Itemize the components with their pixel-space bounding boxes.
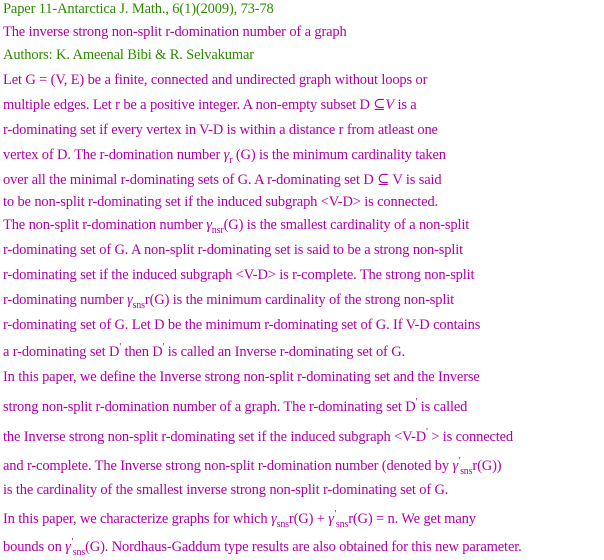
abstract-line-9: r-dominating set if the induced subgraph <V-D> is r-complete. The strong non-split <box>3 267 475 283</box>
abstract-line-12: a r-dominating set D' then D' is called an Inverse r-dominating set of G. <box>3 342 406 360</box>
gamma-sns-symbol: $\gamma_{sns}$ <box>271 511 289 530</box>
gamma-prime-sns-symbol: $\gamma'_{sns}$ <box>452 456 473 477</box>
abstract-line-19: bounds on $\gamma'_{sns}(G)$. Nordhaus-Gaddum type results are also obtained for this new parameter. <box>3 537 522 558</box>
abstract-line-13: In this paper, we define the Inverse strong non-split r-dominating set and the Inverse <box>3 369 480 385</box>
prime-mark: ' <box>415 397 418 408</box>
abstract-line-3: r-dominating set if every vertex in V-D is within a distance r from atleast one <box>3 122 438 138</box>
subset-symbol: ⊆ <box>373 97 386 113</box>
abstract-line-17: is the cardinality of the smallest inverse strong non-split r-dominating set of G. <box>3 482 449 498</box>
abstract-line-15: the Inverse strong non-split r-dominating set if the induced subgraph <V-D' > is connected <box>3 427 514 445</box>
paper-title: The inverse strong non-split r-domination number of a graph <box>3 24 347 40</box>
abstract-line-6: to be non-split r-dominating set if the induced subgraph <V-D> is connected. <box>3 194 439 210</box>
abstract-line-18: In this paper, we characterize graphs for which $\gamma_{sns}r(G) + \gamma'_{sns}r(G) = n$. We get many <box>3 509 476 530</box>
gamma-sns-symbol: $\gamma_{sns}$ <box>126 292 145 311</box>
abstract-line-7: The non-split r-domination number $\gamma_{nsr}(G)$ is the smallest cardinality of a non-split <box>3 217 470 236</box>
abstract-line-14: strong non-split r-domination number of a graph. The r-dominating set D' is called <box>3 397 468 415</box>
abstract-line-11: r-dominating set of G. Let D be the minimum r-dominating set of G. If V-D contains <box>3 317 481 333</box>
abstract-line-10: r-dominating number $\gamma_{sns}r(G)$ is the minimum cardinality of the strong non-split <box>3 292 454 311</box>
gamma-prime-sns-symbol: $\gamma'_{sns}$ <box>65 537 86 558</box>
prime-mark: ' <box>426 427 428 438</box>
gamma-nsr-symbol: $\gamma_{nsr}$ <box>206 217 224 236</box>
prime-mark: ' <box>162 342 165 353</box>
citation-line: Paper 11-Antarctica J. Math., 6(1)(2009), 73-78 <box>3 1 274 17</box>
abstract-line-8: r-dominating set of G. A non-split r-dominating set is said to be a strong non-split <box>3 242 464 258</box>
abstract-line-5: over all the minimal r-dominating sets of G. A r-dominating set D ⊆ V is said <box>3 172 442 188</box>
vertex-set-symbol: V <box>385 97 394 113</box>
authors-line: Authors: K. Ameenal Bibi & R. Selvakumar <box>3 47 254 63</box>
gamma-prime-sns-symbol: $\gamma'_{sns}$ <box>328 509 349 530</box>
abstract-line-16: and r-complete. The Inverse strong non-split r-domination number (denoted by $\gamma'_{sns}r(G)$) <box>3 456 502 477</box>
gamma-r-symbol: $\gamma_r$ <box>223 147 233 166</box>
abstract-line-2: multiple edges. Let r be a positive integer. A non-empty subset D ⊆V is a <box>3 97 417 113</box>
abstract-line-1: Let G = (V, E) be a finite, connected and undirected graph without loops or <box>3 72 428 88</box>
prime-mark: ' <box>119 342 121 353</box>
abstract-line-4: vertex of D. The r-domination number $\gamma_r$ (G) is the minimum cardinality taken <box>3 147 446 166</box>
